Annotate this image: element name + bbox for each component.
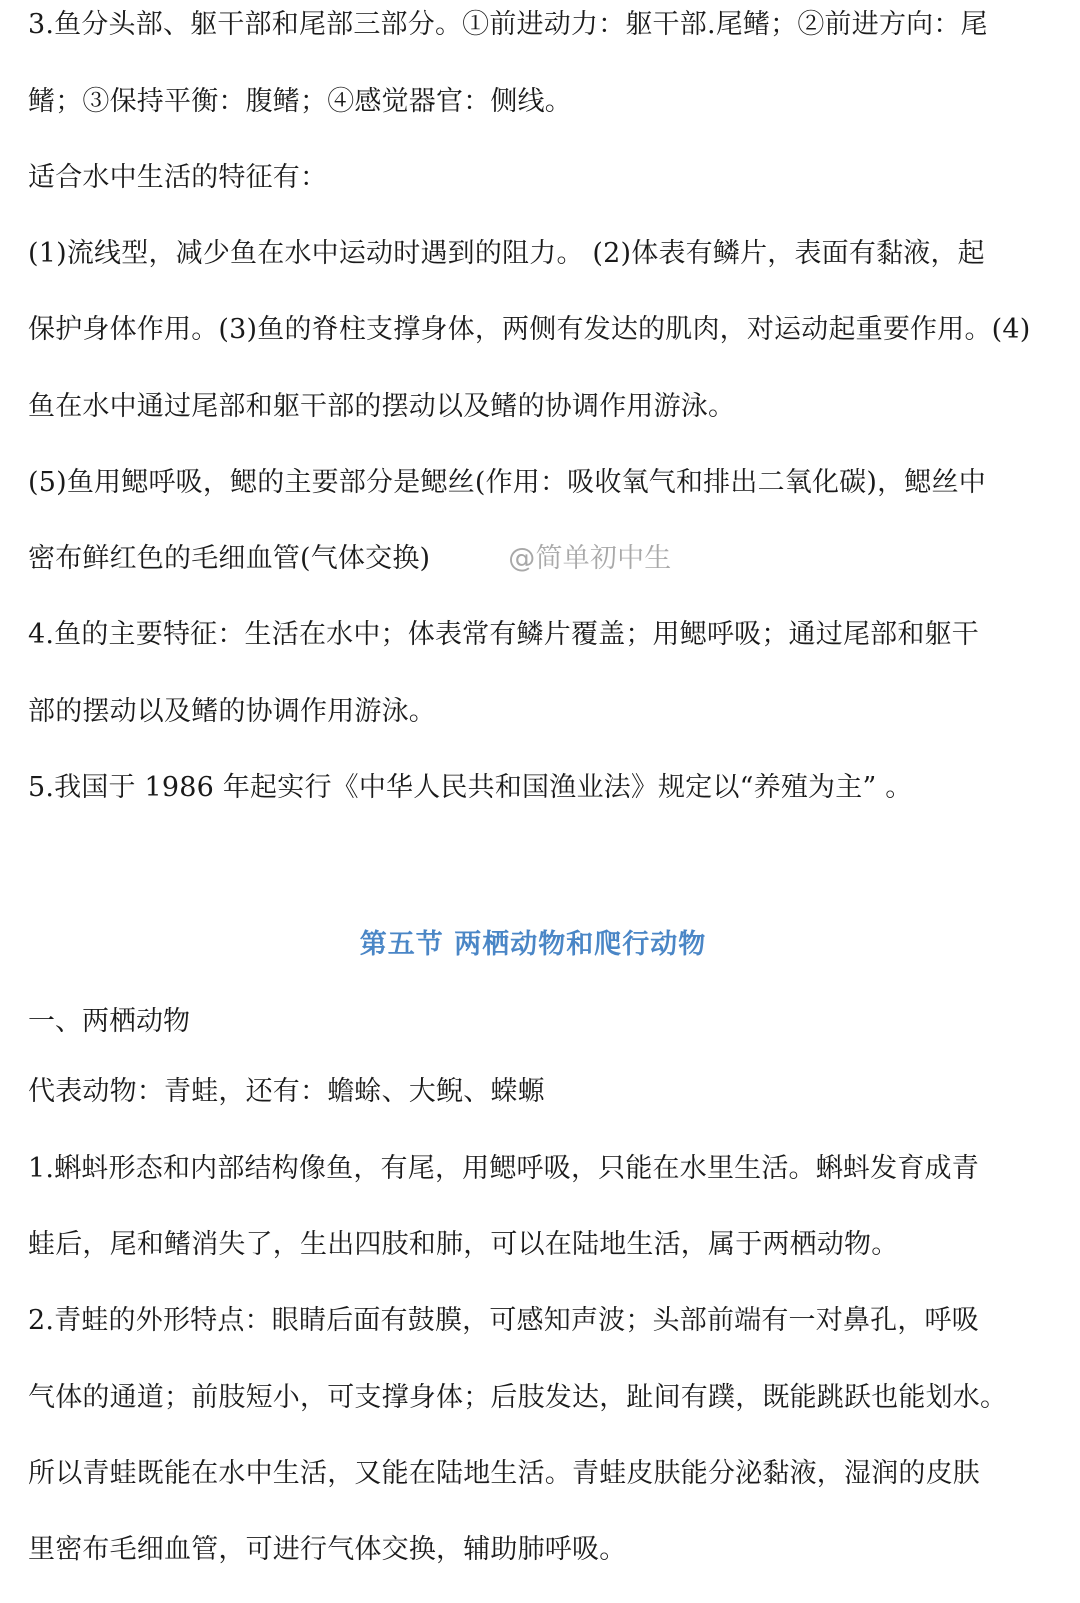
text-line-7: (5)鱼用鳃呼吸，鳃的主要部分是鳃丝(作用：吸收氧气和排出二氧化碳)，鳃丝中 — [28, 467, 986, 498]
text-line-18: 里密布毛细血管，可进行气体交换，辅助肺呼吸。 — [28, 1534, 627, 1565]
text-line-17: 所以青蛙既能在水中生活，又能在陆地生活。青蛙皮肤能分泌黏液，湿润的皮肤 — [28, 1458, 980, 1489]
text-line-15: 2.青蛙的外形特点：眼睛后面有鼓膜，可感知声波；头部前端有一对鼻孔，呼吸 — [28, 1305, 979, 1336]
text-line-12: 代表动物：青蛙，还有：蟾蜍、大鲵、蝾螈 — [28, 1076, 545, 1107]
text-line-16: 气体的通道；前肢短小，可支撑身体；后肢发达，趾间有蹼，既能跳跃也能划水。 — [28, 1382, 1008, 1413]
text-line-13: 1.蝌蚪形态和内部结构像鱼，有尾，用鳃呼吸，只能在水里生活。蝌蚪发育成青 — [28, 1153, 979, 1184]
text-line-14: 蛙后，尾和鳍消失了，生出四肢和肺，可以在陆地生活，属于两栖动物。 — [28, 1229, 899, 1260]
text-line-2: 鳍；③保持平衡：腹鳍；④感觉器官：侧线。 — [28, 86, 572, 117]
text-line-6: 鱼在水中通过尾部和躯干部的摆动以及鳍的协调作用游泳。 — [28, 391, 736, 422]
section-heading: 第五节 两栖动物和爬行动物 — [359, 929, 707, 960]
watermark-text: @简单初中生 — [508, 543, 672, 574]
text-line-9: 4.鱼的主要特征：生活在水中；体表常有鳞片覆盖；用鳃呼吸；通过尾部和躯干 — [28, 619, 979, 650]
subheading: 一、两栖动物 — [28, 1006, 190, 1037]
text-line-1: 3.鱼分头部、躯干部和尾部三部分。①前进动力：躯干部.尾鳍；②前进方向：尾 — [28, 9, 988, 40]
text-line-8 — [28, 542, 1038, 576]
text-line-11: 5.我国于 1986 年起实行《中华人民共和国渔业法》规定以“养殖为主” 。 — [28, 772, 913, 803]
text-line-4: (1)流线型，减少鱼在水中运动时遇到的阻力。 (2)体表有鳞片，表面有黏液，起 — [28, 238, 985, 269]
text-line-10: 部的摆动以及鳍的协调作用游泳。 — [28, 696, 436, 727]
text-line-5: 保护身体作用。(3)鱼的脊柱支撑身体，两侧有发达的肌肉，对运动起重要作用。(4) — [28, 314, 1031, 345]
text-line-3: 适合水中生活的特征有： — [28, 162, 328, 193]
text-line-8-content: 密布鲜红色的毛细血管(气体交换) — [28, 543, 431, 574]
